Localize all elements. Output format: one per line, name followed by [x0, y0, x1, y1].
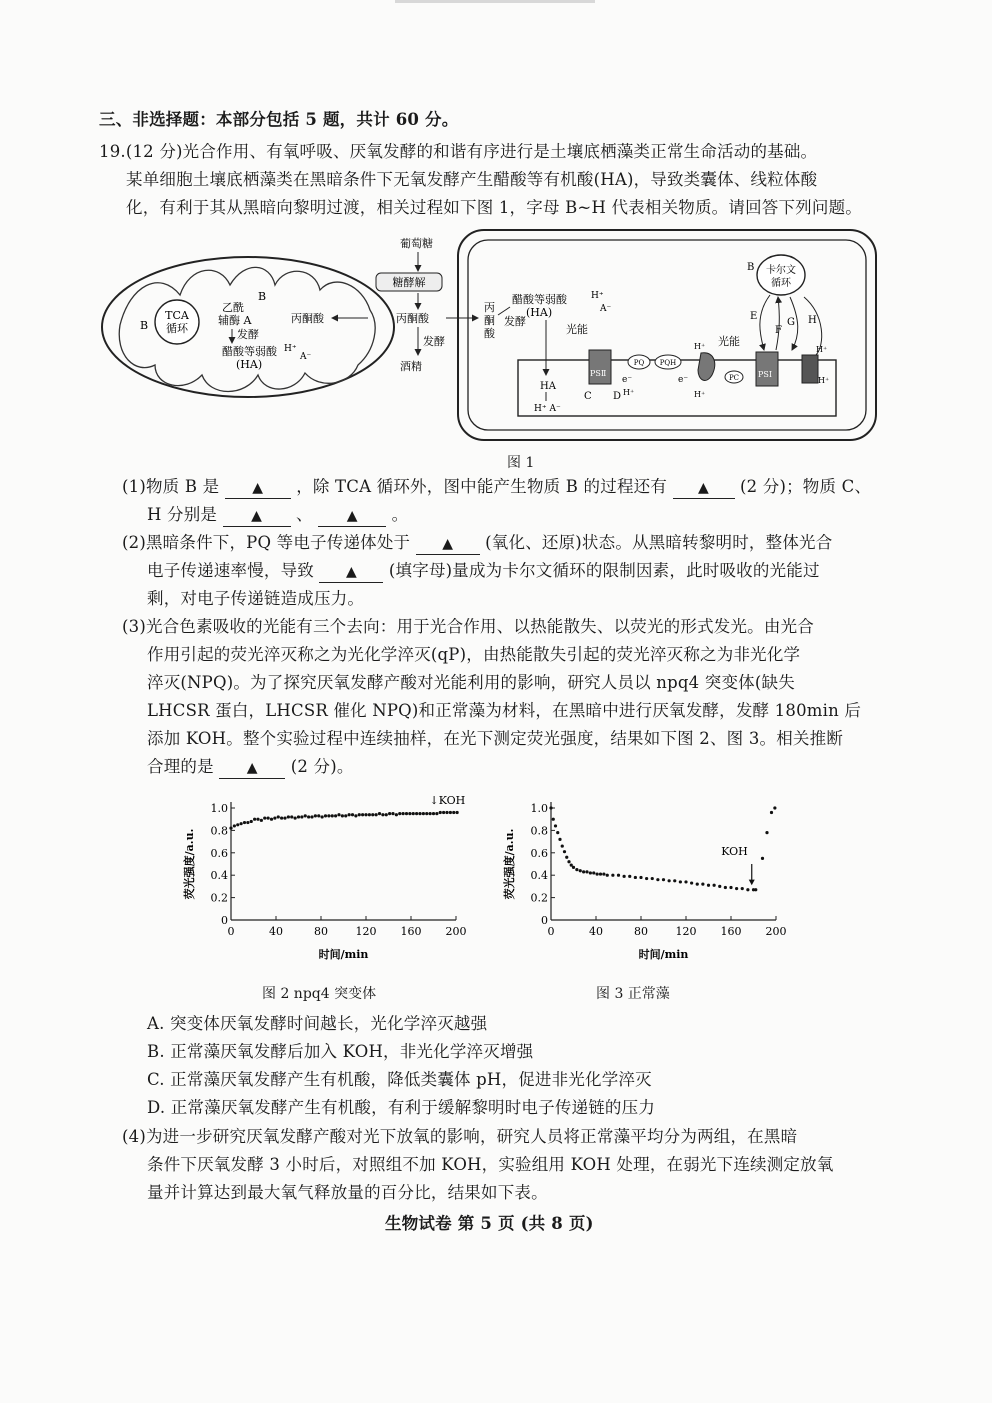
data-point — [317, 814, 320, 817]
q19-part2-text-d: (填字母)量成为卡尔文循环的限制因素，此时吸收的光能过 — [388, 561, 820, 580]
x-tick-label: 200 — [445, 925, 467, 938]
data-point — [623, 875, 626, 878]
data-point — [713, 884, 716, 887]
data-point — [561, 844, 564, 847]
data-point — [280, 816, 283, 819]
y-tick-label: 0.6 — [530, 846, 548, 860]
y-tick-label: 0 — [541, 914, 548, 927]
glycolysis-label: 糖酵解 — [392, 276, 426, 289]
data-point — [754, 888, 757, 891]
data-point — [645, 877, 648, 880]
q19-part2-text-a: (2)黑暗条件下，PQ 等电子传递体处于 — [122, 533, 411, 552]
y-tick-label: 0.8 — [210, 824, 228, 838]
h-plus-cyt-top: H⁺ — [694, 342, 706, 351]
pyruvate-mito-label: 丙酮酸 — [291, 312, 324, 325]
label-c: C — [584, 391, 592, 402]
data-point — [707, 884, 710, 887]
data-point — [735, 887, 738, 890]
data-point — [599, 872, 602, 875]
data-point — [290, 815, 293, 818]
data-point — [684, 880, 687, 883]
light-label-2: 光能 — [718, 335, 740, 348]
data-point — [321, 815, 324, 818]
weak-acid-label-chl: 醋酸等弱酸 — [512, 293, 567, 306]
data-point — [304, 814, 307, 817]
figure-3-caption: 图 3 正常藻 — [596, 986, 670, 1002]
data-point — [341, 814, 344, 817]
q19-part3-line6 — [147, 757, 354, 779]
data-point — [408, 812, 411, 815]
ha-lumen: HA — [540, 381, 556, 392]
q19-part2-text-c: 电子传递速率慢，导致 — [147, 561, 314, 580]
q19-part2-text-b: (氧化、还原)状态。从黑暗转黎明时，整体光合 — [485, 533, 833, 552]
data-point — [579, 869, 582, 872]
answer-blank-c[interactable]: ▲ — [223, 506, 291, 527]
label-b-mito: B — [258, 290, 267, 303]
data-point — [260, 819, 263, 822]
q19-part4-line3: 量并计算达到最大氧气释放量的百分比，结果如下表。 — [147, 1183, 548, 1202]
data-point — [253, 818, 256, 821]
pyruvate-chl-2: 酮 — [484, 314, 495, 327]
data-point — [287, 815, 290, 818]
data-point — [381, 813, 384, 816]
weak-acid-label-mito: 醋酸等弱酸 — [222, 345, 277, 358]
data-point — [344, 814, 347, 817]
option-c: C. 正常藻厌氧发酵产生有机酸，降低类囊体 pH，促进非光化学淬灭 — [147, 1070, 652, 1089]
data-point — [773, 806, 776, 809]
data-point — [229, 827, 232, 830]
answer-blank-b[interactable]: ▲ — [225, 478, 291, 499]
data-point — [277, 815, 280, 818]
q19-part3-line5: 添加 KOH。整个实验过程中连续抽样，在光下测定荧光强度，结果如下图 2、图 3。相关推断 — [147, 729, 844, 748]
data-point — [432, 812, 435, 815]
q19-part3-text-a: 合理的是 — [147, 757, 214, 776]
data-point — [236, 823, 239, 826]
data-point — [589, 871, 592, 874]
q19-part1-text-a: (1)物质 B 是 — [122, 477, 220, 496]
data-point — [456, 811, 459, 814]
q19-part3-text-b: (2 分)。 — [290, 757, 354, 776]
data-point — [617, 874, 620, 877]
section-heading: 三、非选择题：本部分包括 5 题，共计 60 分。 — [99, 110, 459, 129]
q19-part2-line2 — [147, 561, 820, 583]
y-tick-label: 0.2 — [210, 891, 228, 905]
data-point — [250, 820, 253, 823]
q19-part2-line3: 剩，对电子传递链造成压力。 — [147, 589, 365, 608]
data-point — [554, 824, 557, 827]
data-point — [418, 812, 421, 815]
data-point — [690, 881, 693, 884]
figure-2-caption: 图 2 npq4 突变体 — [262, 986, 377, 1002]
pc-label: PC — [728, 374, 740, 382]
pyruvate-label: 丙酮酸 — [396, 312, 429, 325]
answer-blank-b-process[interactable]: ▲ — [673, 478, 735, 499]
data-point — [375, 813, 378, 816]
ferment-label-mito: 发酵 — [237, 328, 259, 341]
data-point — [439, 811, 442, 814]
q19-intro-line-2: 某单细胞土壤底栖藻类在黑暗条件下无氧发酵产生醋酸等有机酸(HA)，导致类囊体、线粒体酸 — [126, 170, 818, 189]
data-point — [256, 818, 259, 821]
data-point — [634, 876, 637, 879]
pqh-label: PQH — [659, 359, 677, 367]
a-minus-mito: A⁻ — [300, 352, 312, 362]
q19-part1-text-e: 、 — [296, 505, 313, 524]
q19-part1-line2 — [147, 505, 408, 527]
data-point — [724, 886, 727, 889]
q19-intro-line-3: 化，有利于其从黑暗向黎明过渡，相关过程如下图 1，字母 B~H 代表相关物质。请回答下列问题。 — [126, 198, 862, 217]
a-minus-chl: A⁻ — [600, 304, 612, 314]
data-point — [765, 831, 768, 834]
answer-blank-h[interactable]: ▲ — [318, 506, 386, 527]
data-point — [388, 812, 391, 815]
y-tick-label: 0.4 — [210, 869, 228, 883]
x-tick-label: 200 — [765, 925, 787, 938]
ps1-label: PSⅠ — [758, 370, 773, 379]
label-b-left: B — [140, 319, 149, 332]
data-point — [348, 813, 351, 816]
answer-blank-inference[interactable]: ▲ — [219, 758, 285, 779]
data-point — [371, 813, 374, 816]
data-point — [668, 879, 671, 882]
y-tick-label: 1.0 — [210, 802, 228, 815]
data-point — [337, 813, 340, 816]
h-a-lumen: H⁺ A⁻ — [534, 404, 561, 414]
data-point — [233, 824, 236, 827]
q19-part3-line3: 淬灭(NPQ)。为了探究厌氧发酵产酸对光能利用的影响，研究人员以 npq4 突变体(缺失 — [147, 673, 795, 692]
data-point — [267, 816, 270, 819]
data-point — [770, 811, 773, 814]
h-plus-atp-bottom: H⁺ — [818, 376, 830, 385]
h-plus-atp-top: H⁺ — [816, 345, 828, 354]
data-point — [585, 870, 588, 873]
data-point — [307, 815, 310, 818]
acetyl-coa-label-2: 辅酶 A — [218, 314, 252, 327]
label-b-chl: B — [747, 262, 755, 273]
data-point — [405, 812, 408, 815]
data-point — [364, 813, 367, 816]
data-point — [310, 815, 313, 818]
q19-part3-line1: (3)光合色素吸收的光能有三个去向：用于光合作用、以热能散失、以荧光的形式发光。由光合 — [122, 617, 814, 636]
x-tick-label: 80 — [314, 925, 328, 938]
label-f: F — [775, 325, 782, 336]
data-point — [596, 872, 599, 875]
data-point — [746, 888, 749, 891]
acetyl-coa-label-1: 乙酰 — [222, 301, 244, 314]
data-point — [412, 812, 415, 815]
electron-label-1: e⁻ — [622, 375, 633, 385]
data-point — [741, 887, 744, 890]
calvin-label-2: 循环 — [771, 278, 791, 289]
data-point — [592, 871, 595, 874]
data-point — [402, 812, 405, 815]
glucose-label: 葡萄糖 — [400, 237, 433, 250]
data-point — [729, 886, 732, 889]
data-point — [314, 814, 317, 817]
atp-synthase — [802, 355, 818, 383]
q19-part1-text-b: ，除 TCA 循环外，图中能产生物质 B 的过程还有 — [296, 477, 668, 496]
koh-annotation: KOH — [721, 845, 748, 859]
data-point — [270, 818, 273, 821]
data-point — [639, 876, 642, 879]
label-h: H — [808, 315, 817, 326]
page-footer: 生物试卷 第 5 页 (共 8 页) — [385, 1214, 594, 1233]
data-point — [294, 816, 297, 819]
answer-blank-pq-state[interactable]: ▲ — [416, 534, 480, 555]
y-tick-label: 1.0 — [530, 802, 548, 815]
data-point — [435, 812, 438, 815]
x-tick-label: 0 — [227, 925, 235, 938]
data-point — [558, 838, 561, 841]
y-tick-label: 0.4 — [530, 869, 548, 883]
q19-part2-line1 — [122, 533, 832, 555]
ps2-complex — [589, 350, 611, 384]
figure-3-chart — [496, 790, 796, 975]
figure-2-chart — [176, 790, 476, 975]
data-point — [656, 878, 659, 881]
data-point — [602, 872, 605, 875]
q19-part1-text-f: 。 — [391, 505, 409, 524]
data-point — [575, 868, 578, 871]
tca-label: TCA — [165, 309, 189, 322]
data-point — [324, 814, 327, 817]
data-point — [552, 818, 555, 821]
answer-blank-limiting[interactable]: ▲ — [319, 562, 383, 583]
data-point — [351, 813, 354, 816]
data-point — [718, 885, 721, 888]
data-point — [565, 856, 568, 859]
data-point — [246, 821, 249, 824]
x-tick-label: 120 — [355, 925, 377, 938]
y-axis-label: 荧光强度/a.u. — [183, 828, 196, 900]
pyruvate-chl-1: 丙 — [484, 301, 495, 314]
data-point — [334, 814, 337, 817]
data-point — [696, 883, 699, 886]
x-tick-label: 0 — [547, 925, 555, 938]
cytochrome-complex — [698, 353, 715, 381]
data-point — [391, 812, 394, 815]
data-point — [327, 814, 330, 817]
koh-annotation: ↓KOH — [429, 794, 466, 807]
data-point — [761, 857, 764, 860]
data-point — [273, 816, 276, 819]
data-point — [662, 878, 665, 881]
data-point — [354, 814, 357, 817]
x-tick-label: 80 — [634, 925, 648, 938]
data-point — [331, 814, 334, 817]
data-point — [398, 812, 401, 815]
ps2-label: PSⅡ — [590, 369, 607, 378]
ha-label-mito: (HA) — [236, 358, 263, 371]
q19-part3-line2: 作用引起的荧光淬灭称之为光化学淬灭(qP)，由热能散失引起的荧光淬灭称之为非光化学 — [147, 645, 801, 664]
x-tick-label: 160 — [400, 925, 422, 938]
data-point — [582, 870, 585, 873]
q19-part3-line4: LHCSR 蛋白，LHCSR 催化 NPQ)和正常藻为材料，在黑暗中进行厌氧发酵，发酵 180min 后 — [147, 701, 862, 720]
data-point — [378, 812, 381, 815]
q19-part4-line2: 条件下厌氧发酵 3 小时后，对照组不加 KOH，实验组用 KOH 处理，在弱光下连续测定放氧 — [147, 1155, 834, 1174]
h-plus-cyt-bottom: H⁺ — [694, 390, 706, 399]
y-axis-label: 荧光强度/a.u. — [503, 828, 516, 900]
x-axis-label: 时间/min — [318, 948, 369, 961]
x-axis-label: 时间/min — [638, 948, 689, 961]
data-point — [240, 822, 243, 825]
calvin-label-1: 卡尔文 — [766, 265, 796, 276]
q19-part4-line1: (4)为进一步研究厌氧发酵产酸对光下放氧的影响，研究人员将正常藻平均分为两组，在黑暗 — [122, 1127, 798, 1146]
data-point — [415, 812, 418, 815]
data-point — [611, 874, 614, 877]
option-b: B. 正常藻厌氧发酵后加入 KOH，非光化学淬灭增强 — [147, 1042, 534, 1061]
data-point — [606, 874, 609, 877]
q19-part1-text-d: H 分别是 — [147, 505, 218, 524]
light-label-1: 光能 — [566, 323, 588, 336]
data-point — [449, 811, 452, 814]
data-point — [263, 816, 266, 819]
scan-edge-mark — [395, 0, 595, 3]
y-tick-label: 0 — [221, 914, 228, 927]
label-g: G — [787, 317, 795, 328]
y-tick-label: 0.8 — [530, 824, 548, 838]
alcohol-label: 酒精 — [400, 360, 422, 373]
chloroplast-outer — [458, 230, 876, 440]
data-point — [628, 875, 631, 878]
x-tick-label: 40 — [269, 925, 283, 938]
pq-label: PQ — [633, 359, 645, 367]
data-point — [563, 850, 566, 853]
h-plus-mito: H⁺ — [284, 344, 297, 354]
data-point — [422, 812, 425, 815]
data-point — [283, 816, 286, 819]
y-tick-label: 0.2 — [530, 891, 548, 905]
x-tick-label: 160 — [720, 925, 742, 938]
ha-label-chl: (HA) — [526, 306, 553, 319]
data-point — [361, 813, 364, 816]
data-point — [651, 877, 654, 880]
data-point — [442, 811, 445, 814]
data-point — [556, 831, 559, 834]
h-plus-chl: H⁺ — [591, 291, 604, 301]
option-d: D. 正常藻厌氧发酵产生有机酸，有利于缓解黎明时电子传递链的压力 — [147, 1098, 656, 1117]
data-point — [701, 883, 704, 886]
pyruvate-chl-3: 酸 — [484, 327, 495, 340]
data-point — [572, 866, 575, 869]
tca-label-2: 循环 — [166, 322, 188, 335]
data-point — [385, 813, 388, 816]
data-point — [358, 813, 361, 816]
ferment-label-chl: 发酵 — [504, 315, 526, 328]
data-point — [429, 812, 432, 815]
q19-part1-line1 — [122, 477, 871, 499]
data-point — [452, 811, 455, 814]
data-point — [673, 879, 676, 882]
data-point — [395, 813, 398, 816]
data-point — [243, 821, 246, 824]
data-point — [567, 860, 570, 863]
h-plus-d: H⁺ — [623, 388, 635, 397]
data-point — [679, 880, 682, 883]
option-a: A. 突变体厌氧发酵时间越长，光化学淬灭越强 — [147, 1014, 488, 1033]
y-tick-label: 0.6 — [210, 846, 228, 860]
q19-part1-text-c: (2 分)；物质 C、 — [739, 477, 872, 496]
figure-1-caption: 图 1 — [507, 455, 535, 471]
data-point — [297, 815, 300, 818]
electron-label-2: e⁻ — [678, 375, 689, 385]
x-tick-label: 40 — [589, 925, 603, 938]
figure-1-diagram — [100, 225, 880, 447]
data-point — [300, 815, 303, 818]
q19-intro-line-1: 19.(12 分)光合作用、有氧呼吸、厌氧发酵的和谐有序进行是土壤底栖藻类正常生命活动的基础。 — [99, 142, 818, 161]
chloroplast-inner — [468, 240, 866, 430]
thylakoid-membrane — [518, 360, 836, 416]
data-point — [445, 811, 448, 814]
data-point — [549, 806, 552, 809]
ps1-complex — [756, 352, 778, 386]
koh-arrow-head — [749, 880, 755, 886]
ferment-label-cyto: 发酵 — [423, 335, 445, 348]
label-d: D — [613, 391, 622, 402]
label-e: E — [750, 311, 758, 322]
data-point — [368, 813, 371, 816]
data-point — [425, 812, 428, 815]
x-tick-label: 120 — [675, 925, 697, 938]
